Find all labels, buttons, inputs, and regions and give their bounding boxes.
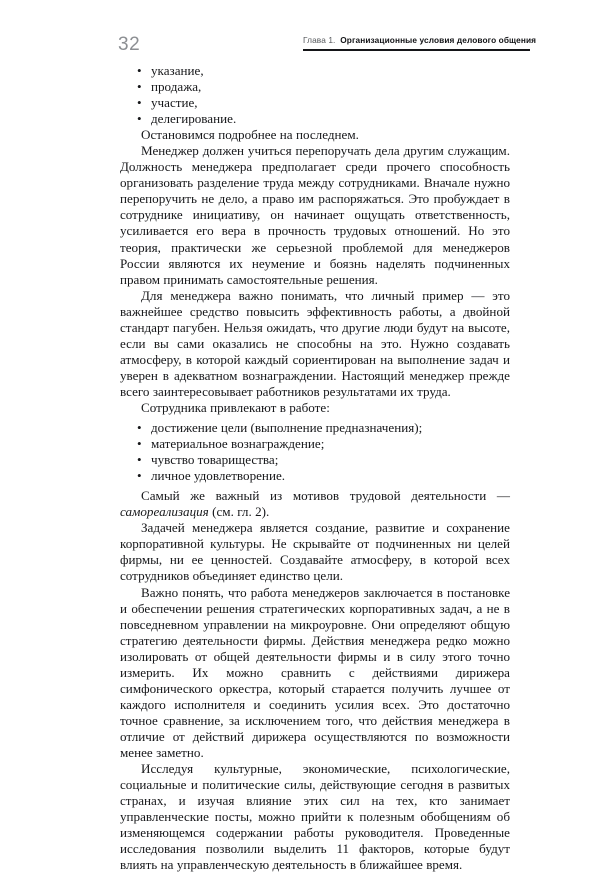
bullet-dot-icon: • (137, 468, 142, 484)
list-item-label: продажа, (151, 79, 202, 95)
paragraph-8: Исследуя культурные, экономические, психологические, социальные и политические силы, действующие сегодня в развитых странах, и изучая влияние этих сил на тех, кто занимает управленческие посты, можно прийти к полезным обобщениям об изменяющемся содержании работы руководителя. Проведенные исследования позволили выделить 11 факторов, которые будут влиять на управленческую деятельность в ближайшее время. (120, 761, 510, 873)
paragraph-4: Сотрудника привлекают в работе: (141, 399, 330, 415)
running-head-title: Организационные условия делового общения (340, 35, 537, 45)
running-head (118, 34, 537, 64)
paragraph-2: Менеджер должен учиться перепоручать дела другим служащим. Должность менеджера предполагает среди прочего способность организовать разделение труда между сотрудниками. Вначале нужно перепоручить не дело, а право им распоряжаться. Это пробуждает в сотруднике инициативу, он начинает ощущать ответственность, усиливается его вера в прочность трудовых отношений. Но это теория, практически же серьезной проблемой для менеджеров России являются их неумение и боязнь наделять подчиненных правом принимать самостоятельные решения. (120, 143, 510, 287)
list-item-label: делегирование. (151, 111, 237, 127)
bullet-dot-icon: • (137, 63, 142, 78)
list-item (120, 436, 510, 452)
list-item-label: достижение цели (выполнение предназначения); (151, 420, 423, 436)
list-item-label: участие, (151, 95, 198, 111)
paragraph-5 (120, 488, 510, 520)
running-head-chapter: Глава 1. (303, 35, 336, 45)
running-head-text (303, 34, 537, 46)
list-item-label: указание, (151, 63, 204, 78)
text-column (120, 63, 510, 873)
emphasis-samorealizaciya: самореализация (120, 504, 209, 520)
list-item (120, 79, 510, 95)
paragraph-7: Важно понять, что работа менеджеров заключается в постановке и обеспечении решения стратегических корпоративных задач, а не в повседневном управлении на микроуровне. Они определяют общую стратегию деятельности фирмы. Действия менеджера редко можно изолировать от общей деятельности фирмы и в силу этого точно измерить. Их можно сравнить с действиями дирижера симфонического оркестра, который старается получить лучшее от каждого исполнителя и соединить усилия всех. Это достаточно точное сравнение, за исключением того, что действия менеджера в отличие от действий дирижера осуществляются по возможности менее заметно. (120, 584, 510, 760)
running-head-rule (303, 49, 530, 51)
list-item (120, 420, 510, 436)
list-item (120, 63, 510, 79)
list-item (120, 95, 510, 111)
paragraph-5-lead: Самый же важный из мотивов трудовой деятельности — (141, 488, 510, 504)
bullet-list-one (120, 63, 510, 127)
paragraph-6: Задачей менеджера является создание, развитие и сохранение корпоративной культуры. Не скрывайте от подчиненных ни целей фирмы, ни ее ценностей. Создавайте атмосферу, в которой всех сотрудников объединяет единство цели. (120, 520, 510, 584)
bullet-dot-icon: • (137, 111, 142, 127)
list-item (120, 452, 510, 468)
bullet-dot-icon: • (137, 436, 142, 452)
page-number: 32 (118, 34, 141, 55)
list-item (120, 468, 510, 484)
running-head-right (303, 34, 537, 51)
bullet-dot-icon: • (137, 420, 142, 436)
list-item (120, 111, 510, 127)
paragraph-3: Для менеджера важно понимать, что личный пример — это важнейшее средство повысить эффективность работы, а двойной стандарт пагубен. Нельзя ожидать, что другие люди будут на высоте, если вы сами оказались не способны на это. Нужно создавать атмосферу, в которой каждый сориентирован на выполнение задач и уверен в адекватном вознаграждении. Настоящий менеджер прежде всего заинтересовывает работников результатами их труда. (120, 287, 510, 399)
bullet-dot-icon: • (137, 79, 142, 95)
bullet-dot-icon: • (137, 452, 142, 468)
bullet-dot-icon: • (137, 95, 142, 111)
paragraph-5-tail: (см. гл. 2). (208, 504, 270, 520)
bullet-list-two (120, 420, 510, 484)
list-item-label: материальное вознаграждение; (151, 436, 325, 452)
paragraph-1: Остановимся подробнее на последнем. (141, 127, 359, 143)
list-item-label: чувство товарищества; (151, 452, 279, 468)
list-item-label: личное удовлетворение. (151, 468, 286, 484)
